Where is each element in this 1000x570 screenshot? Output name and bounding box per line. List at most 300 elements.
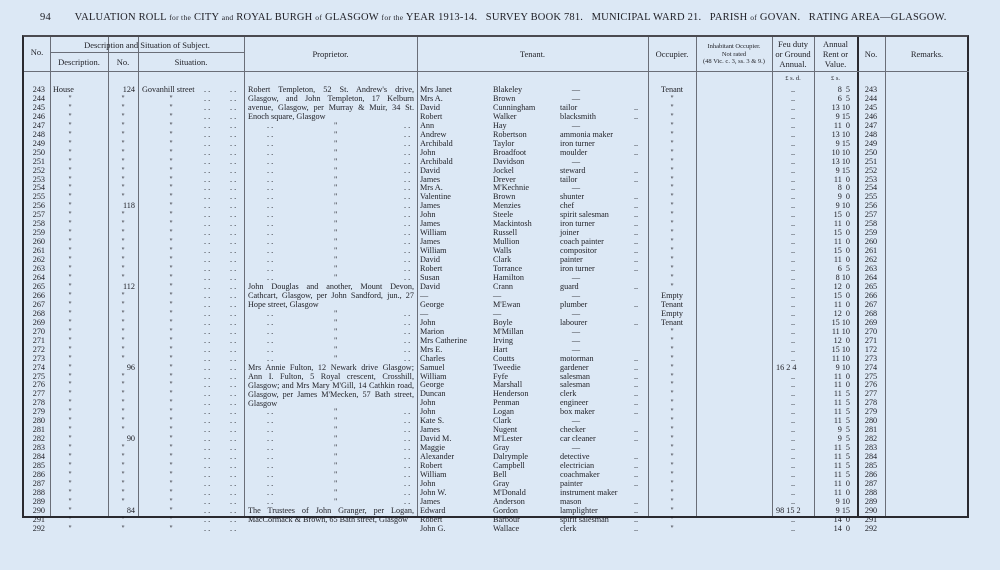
tenant-surname: —	[493, 290, 502, 300]
feu-duty: ..	[790, 452, 796, 462]
tenant-first-name: —	[420, 290, 429, 300]
row-house-number: "	[121, 461, 125, 471]
row-number: 275	[32, 371, 45, 381]
row-description: "	[68, 102, 72, 112]
row-description: "	[68, 344, 72, 354]
leader-dots: . .	[267, 443, 274, 453]
tenant-first-name: John	[420, 407, 436, 417]
leader-dots: . .	[230, 165, 237, 175]
leader-dots: . .	[204, 219, 211, 229]
annual-rent: 11 5	[833, 452, 850, 462]
annual-rent: 11 5	[833, 469, 850, 479]
leader-dots: . .	[230, 380, 237, 390]
row-description: "	[68, 380, 72, 390]
occupier-status: "	[670, 156, 674, 166]
row-situation: "	[169, 461, 173, 471]
leader-dots: . .	[267, 165, 274, 175]
tenant-first-name: Duncan	[420, 389, 446, 399]
tenant-surname: Hart	[493, 344, 508, 354]
occupier-status: "	[670, 461, 674, 471]
leader-dots: ..	[634, 514, 639, 524]
tenant-first-name: Kate S.	[420, 416, 445, 426]
row-description: "	[68, 308, 72, 318]
leader-dots: ..	[634, 264, 639, 274]
row-number: 288	[32, 487, 45, 497]
leader-dots: . .	[204, 255, 211, 265]
leader-dots: . .	[267, 210, 274, 220]
leader-dots: . .	[204, 398, 211, 408]
ditto-mark: "	[334, 407, 338, 417]
header-no: No.	[30, 47, 44, 57]
table-row	[24, 175, 967, 184]
row-situation: "	[169, 469, 173, 479]
tenant-occupation: guard	[560, 281, 579, 291]
feu-duty: ..	[790, 416, 796, 426]
header-proprietor: Proprietor.	[312, 49, 349, 59]
leader-dots: . .	[404, 237, 411, 247]
row-description: "	[68, 147, 72, 157]
leader-dots: . .	[267, 326, 274, 336]
annual-rent: 15 0	[833, 210, 850, 220]
row-house-number: "	[121, 514, 125, 524]
tenant-surname: M'Lester	[493, 434, 523, 444]
leader-dots: . .	[230, 362, 237, 372]
row-situation: "	[169, 228, 173, 238]
feu-duty: ..	[790, 219, 796, 229]
tenant-surname: Blakeley	[493, 85, 523, 94]
leader-dots: . .	[230, 299, 237, 309]
leader-dots: . .	[230, 353, 237, 363]
leader-dots: . .	[230, 469, 237, 479]
occupier-status: "	[670, 416, 674, 426]
leader-dots: . .	[404, 156, 411, 166]
row-house-number: "	[121, 174, 125, 184]
row-situation: "	[169, 380, 173, 390]
leader-dots: . .	[204, 478, 211, 488]
tenant-surname: Irving	[493, 335, 514, 345]
leader-dots: . .	[267, 147, 274, 157]
row-number: 253	[32, 174, 45, 184]
row-number-right: 172	[864, 344, 878, 354]
feu-duty: ..	[790, 371, 796, 381]
feu-duty: ..	[790, 353, 796, 363]
row-situation: "	[169, 210, 173, 220]
feu-duty: ..	[790, 308, 796, 318]
occupier-status: "	[670, 380, 674, 390]
leader-dots: ..	[634, 452, 639, 462]
row-situation: "	[169, 237, 173, 247]
row-situation: "	[169, 344, 173, 354]
tenant-first-name: David	[420, 165, 441, 175]
row-situation: "	[169, 93, 173, 103]
leader-dots: . .	[230, 443, 237, 453]
feu-units: £ s. d.	[785, 75, 801, 82]
tenant-occupation: ammonia maker	[560, 129, 613, 139]
occupier-status: "	[670, 201, 674, 211]
ditto-mark: "	[334, 487, 338, 497]
leader-dots: . .	[230, 255, 237, 265]
row-house-number: "	[121, 228, 125, 238]
leader-dots: ..	[634, 246, 639, 256]
occupier-status: "	[670, 469, 674, 479]
row-situation: "	[169, 156, 173, 166]
table-row	[24, 130, 967, 139]
table-row	[24, 157, 967, 166]
table-row	[24, 246, 967, 255]
occupier-status: "	[670, 514, 674, 524]
row-house-number: "	[121, 299, 125, 309]
leader-dots: . .	[404, 165, 411, 175]
tenant-first-name: Mrs E.	[420, 344, 443, 354]
row-situation: "	[169, 201, 173, 211]
tenant-first-name: Ann	[420, 120, 435, 130]
row-description: "	[68, 353, 72, 363]
table-row	[24, 85, 967, 94]
leader-dots: ..	[634, 111, 639, 121]
feu-duty: ..	[790, 129, 796, 139]
annual-rent: 11 10	[831, 326, 850, 336]
tenant-first-name: Marion	[420, 326, 445, 336]
tenant-first-name: James	[420, 496, 441, 506]
row-description: "	[68, 335, 72, 345]
leader-dots: ..	[634, 102, 639, 112]
tenant-surname: Henderson	[493, 389, 529, 399]
ditto-mark: "	[334, 192, 338, 202]
leader-dots: ..	[634, 434, 639, 444]
leader-dots: . .	[230, 129, 237, 139]
table-row	[24, 148, 967, 157]
row-description: "	[68, 505, 72, 515]
tenant-occupation: spirit salesman	[560, 514, 609, 524]
leader-dots: . .	[230, 156, 237, 166]
occupier-status: "	[670, 237, 674, 247]
leader-dots: . .	[404, 174, 411, 184]
row-house-number: 84	[126, 505, 135, 515]
row-house-number: "	[121, 443, 125, 453]
row-situation: "	[169, 183, 173, 193]
leader-dots: . .	[204, 120, 211, 130]
ditto-mark: "	[334, 219, 338, 229]
row-situation: "	[169, 487, 173, 497]
leader-dots: . .	[204, 443, 211, 453]
header-occupier: Occupier.	[655, 49, 689, 59]
row-number: 265	[32, 281, 45, 291]
tenant-first-name: Valentine	[420, 192, 451, 202]
header-rule	[24, 71, 969, 72]
row-description: "	[68, 281, 72, 291]
feu-duty: ..	[790, 93, 796, 103]
tenant-surname: Brown	[493, 93, 516, 103]
leader-dots: . .	[267, 273, 274, 283]
leader-dots: ..	[634, 469, 639, 479]
leader-dots: . .	[204, 344, 211, 354]
tenant-occupation: clerk	[560, 523, 577, 533]
row-number: 257	[32, 210, 45, 220]
annual-rent: 11 0	[833, 380, 850, 390]
tenant-surname: Gray	[493, 478, 510, 488]
table-row	[24, 318, 967, 327]
proprietor-entry: John Douglas and another, Mount Devon, Cathcart, Glasgow, per John Sandford, jun., 27 Hope street, Glasgow	[248, 282, 414, 310]
row-description: "	[68, 407, 72, 417]
tenant-occupation: coachmaker	[560, 469, 600, 479]
occupier-status: Tenant	[660, 299, 684, 309]
table-row	[24, 345, 967, 354]
row-description: "	[68, 290, 72, 300]
row-number-right: 264	[864, 273, 878, 283]
ditto-mark: "	[334, 147, 338, 157]
tenant-first-name: John	[420, 478, 436, 488]
annual-rent: 9 10	[835, 201, 850, 211]
leader-dots: . .	[404, 353, 411, 363]
row-house-number: "	[121, 407, 125, 417]
occupier-status: "	[670, 111, 674, 121]
annual-rent: 11 0	[833, 219, 850, 229]
annual-rent: 15 0	[833, 290, 850, 300]
row-description: "	[68, 228, 72, 238]
occupier-status: Empty	[661, 290, 683, 300]
row-situation: "	[169, 264, 173, 274]
row-situation: "	[169, 255, 173, 265]
leader-dots: . .	[204, 452, 211, 462]
ditto-mark: "	[334, 264, 338, 274]
row-number: 261	[32, 246, 45, 256]
tenant-surname: Fyfe	[493, 371, 509, 381]
feu-duty: ..	[790, 380, 796, 390]
occupier-status: "	[670, 353, 674, 363]
row-number: 267	[32, 299, 45, 309]
annual-rent: 13 10	[831, 156, 850, 166]
leader-dots: . .	[230, 523, 237, 533]
header-annual-rent: Annual Rent or Value.	[822, 39, 849, 69]
header-no2: No.	[864, 49, 878, 59]
row-house-number: "	[121, 273, 125, 283]
row-number-right: 247	[864, 120, 878, 130]
tenant-occupation: coach painter	[560, 237, 604, 247]
tenant-occupation: steward	[560, 165, 586, 175]
tenant-surname: Steele	[493, 210, 514, 220]
annual-rent: 9 0	[837, 192, 850, 202]
tenant-surname: Nugent	[493, 425, 518, 435]
tenant-occupation: —	[571, 344, 581, 354]
row-situation: "	[169, 496, 173, 506]
ditto-mark: "	[334, 496, 338, 506]
leader-dots: . .	[404, 487, 411, 497]
row-description: "	[68, 317, 72, 327]
leader-dots: . .	[204, 273, 211, 283]
tenant-occupation: plumber	[560, 299, 588, 309]
row-house-number: "	[121, 129, 125, 139]
table-row	[24, 112, 967, 121]
row-number-right: 262	[864, 255, 878, 265]
occupier-status: "	[670, 434, 674, 444]
leader-dots: . .	[204, 514, 211, 524]
annual-rent: 9 5	[837, 434, 850, 444]
leader-dots: . .	[204, 523, 211, 533]
ditto-mark: "	[334, 478, 338, 488]
row-situation: Govanhill street	[142, 85, 195, 94]
table-row	[24, 443, 967, 452]
leader-dots: . .	[404, 416, 411, 426]
row-description: "	[68, 174, 72, 184]
row-house-number: "	[121, 147, 125, 157]
row-description: "	[68, 478, 72, 488]
leader-dots: . .	[267, 255, 274, 265]
leader-dots: . .	[230, 514, 237, 524]
tenant-first-name: James	[420, 425, 441, 435]
row-number-right: 265	[864, 281, 878, 291]
ditto-mark: "	[334, 210, 338, 220]
table-row	[24, 94, 967, 103]
annual-rent: 14 0	[833, 514, 850, 524]
row-number: 270	[32, 326, 45, 336]
leader-dots: ..	[634, 371, 639, 381]
row-house-number: 96	[126, 362, 135, 372]
tenant-occupation: labourer	[560, 317, 588, 327]
tenant-surname: Mackintosh	[493, 219, 532, 229]
row-number-right: 261	[864, 246, 878, 256]
row-number: 273	[32, 353, 45, 363]
tenant-surname: Walls	[493, 246, 512, 256]
row-number-right: 269	[864, 317, 878, 327]
annual-rent: 12 0	[833, 335, 850, 345]
annual-rent: 9 10	[835, 362, 850, 372]
leader-dots: ..	[634, 174, 639, 184]
leader-dots: . .	[404, 469, 411, 479]
leader-dots: . .	[204, 201, 211, 211]
table-row	[24, 192, 967, 201]
row-house-number: "	[121, 452, 125, 462]
tenant-surname: Hay	[493, 120, 507, 130]
row-description: "	[68, 299, 72, 309]
tenant-occupation: shunter	[560, 192, 585, 202]
leader-dots: . .	[230, 281, 237, 291]
row-house-number: "	[121, 192, 125, 202]
row-situation: "	[169, 443, 173, 453]
leader-dots: . .	[204, 228, 211, 238]
row-number-right: 254	[864, 183, 878, 193]
annual-rent: 6 5	[837, 264, 850, 274]
leader-dots: . .	[204, 174, 211, 184]
tenant-surname: Menzies	[493, 201, 521, 211]
leader-dots: . .	[267, 487, 274, 497]
leader-dots: . .	[404, 344, 411, 354]
tenant-surname: Tweedie	[493, 362, 521, 372]
leader-dots: . .	[267, 264, 274, 274]
leader-dots: . .	[204, 237, 211, 247]
row-house-number: "	[121, 165, 125, 175]
leader-dots: . .	[404, 273, 411, 283]
table-row	[24, 139, 967, 148]
table-row	[24, 291, 967, 300]
row-number-right: 271	[864, 335, 878, 345]
row-number-right: 263	[864, 264, 878, 274]
leader-dots: . .	[404, 192, 411, 202]
ditto-mark: "	[334, 183, 338, 193]
tenant-surname: Robertson	[493, 129, 527, 139]
row-house-number: "	[121, 380, 125, 390]
table-row	[24, 264, 967, 273]
tenant-first-name: James	[420, 201, 441, 211]
feu-duty: ..	[790, 461, 796, 471]
tenant-surname: Gordon	[493, 505, 519, 515]
feu-duty: ..	[790, 335, 796, 345]
occupier-status: "	[670, 120, 674, 130]
row-situation: "	[169, 389, 173, 399]
feu-duty: ..	[790, 290, 796, 300]
ditto-mark: "	[334, 228, 338, 238]
leader-dots: ..	[634, 496, 639, 506]
tenant-first-name: Alexander	[420, 452, 455, 462]
tenant-surname: Logan	[493, 407, 514, 417]
row-number-right: 248	[864, 129, 878, 139]
leader-dots: . .	[204, 156, 211, 166]
leader-dots: . .	[230, 496, 237, 506]
leader-dots: . .	[230, 264, 237, 274]
row-description: "	[68, 264, 72, 274]
leader-dots: ..	[634, 461, 639, 471]
leader-dots: . .	[204, 210, 211, 220]
tenant-surname: Gray	[493, 443, 510, 453]
row-situation: "	[169, 362, 173, 372]
header-num: No.	[116, 57, 130, 67]
leader-dots: . .	[267, 344, 274, 354]
tenant-first-name: George	[420, 299, 444, 309]
leader-dots: ..	[634, 138, 639, 148]
leader-dots: . .	[267, 156, 274, 166]
annual-rent: 12 0	[833, 308, 850, 318]
annual-rent: 8 5	[837, 85, 850, 94]
page-number: 94	[40, 12, 51, 23]
tenant-occupation: lamplighter	[560, 505, 598, 515]
annual-rent: 11 0	[833, 299, 850, 309]
row-number: 281	[32, 425, 45, 435]
leader-dots: . .	[404, 129, 411, 139]
leader-dots: ..	[634, 505, 639, 515]
table-row	[24, 398, 967, 407]
tenant-occupation: moulder	[560, 147, 588, 157]
row-number-right: 249	[864, 138, 878, 148]
leader-dots: . .	[204, 416, 211, 426]
row-number-right: 286	[864, 469, 878, 479]
leader-dots: ..	[634, 192, 639, 202]
annual-rent: 11 5	[833, 443, 850, 453]
feu-duty: ..	[790, 407, 796, 417]
table-row	[24, 524, 967, 533]
row-number-right: 277	[864, 389, 878, 399]
table-row	[24, 497, 967, 506]
tenant-first-name: James	[420, 237, 441, 247]
leader-dots: ..	[634, 237, 639, 247]
row-description: "	[68, 246, 72, 256]
tenant-occupation: checker	[560, 425, 586, 435]
leader-dots: . .	[404, 443, 411, 453]
leader-dots: . .	[404, 452, 411, 462]
leader-dots: . .	[267, 469, 274, 479]
leader-dots: . .	[204, 183, 211, 193]
leader-dots: . .	[204, 138, 211, 148]
tenant-first-name: John	[420, 317, 436, 327]
feu-duty: ..	[790, 281, 796, 291]
tenant-first-name: John	[420, 210, 436, 220]
tenant-first-name: Maggie	[420, 443, 446, 453]
table-row	[24, 103, 967, 112]
row-description: "	[68, 461, 72, 471]
leader-dots: . .	[404, 461, 411, 471]
feu-duty: ..	[790, 299, 796, 309]
leader-dots: . .	[230, 85, 237, 94]
leader-dots: . .	[230, 461, 237, 471]
leader-dots: . .	[404, 496, 411, 506]
